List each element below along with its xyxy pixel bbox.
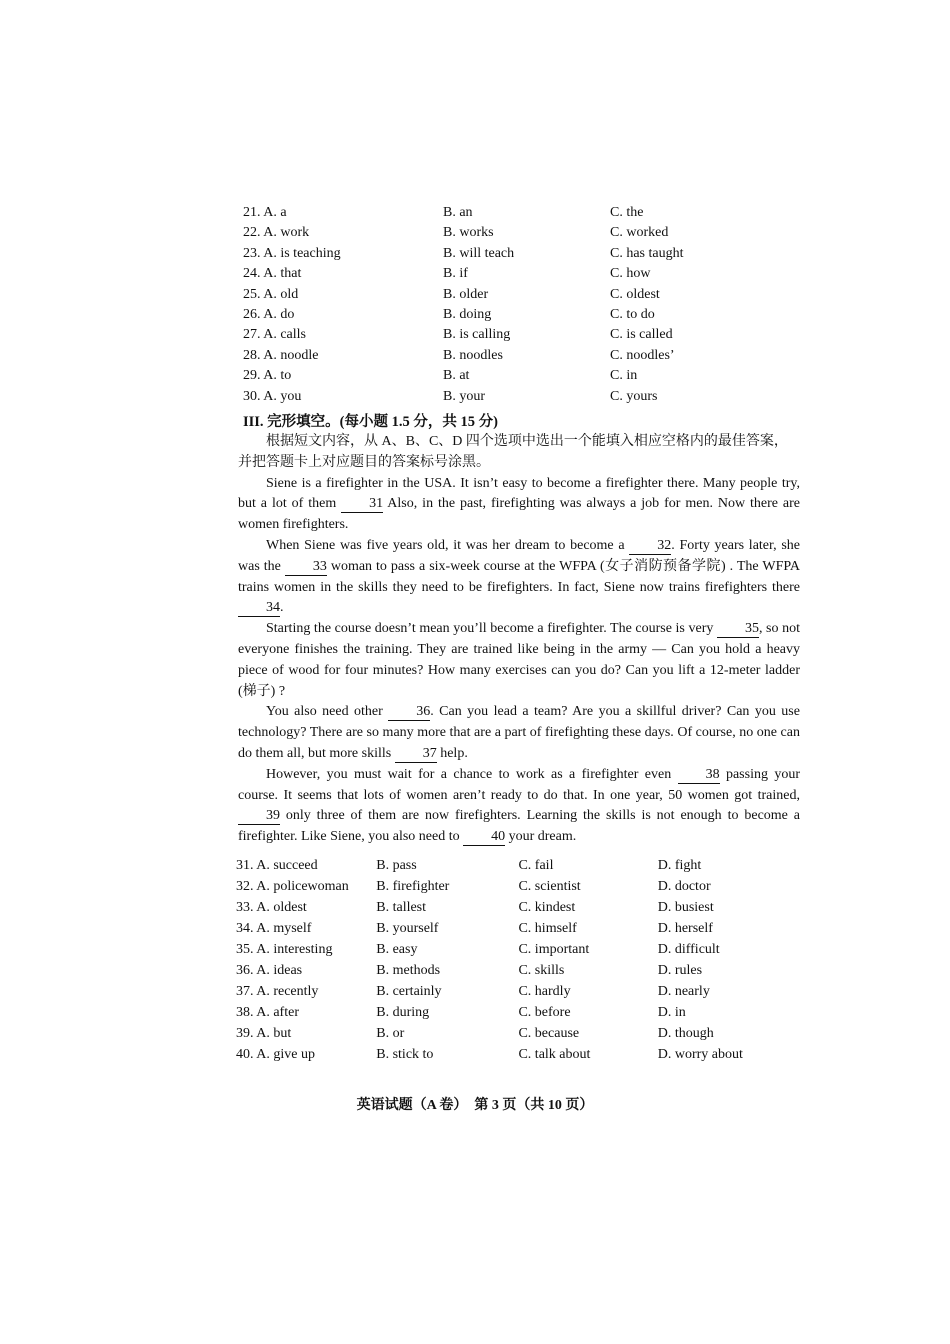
option-row: 38. A. after B. during C. before D. in <box>236 1005 686 1020</box>
section-heading: III. 完形填空。(每小题 1.5 分，共 15 分) <box>243 414 498 430</box>
option-row: 33. A. oldest B. tallest C. kindest D. busiest <box>236 900 714 915</box>
option-row: 28. A. noodle B. noodles C. noodles’ <box>243 347 675 363</box>
option-row: 30. A. you B. your C. yours <box>243 388 658 404</box>
blank-35: 35 <box>717 621 759 638</box>
blank-40: 40 <box>463 829 505 846</box>
option-row: 22. A. work B. works C. worked <box>243 225 669 241</box>
option-row: 25. A. old B. older C. oldest <box>243 286 660 302</box>
section-instruction: 根据短文内容，从 A、B、C、D 四个选项中选出一个能填入相应空格内的最佳答案， <box>266 434 788 449</box>
options-list-31-40 <box>236 855 796 1065</box>
passage-paragraph: When Siene was five years old, it was her dream to become a 32. Forty years later, she was the 33 woman to pass a six-week course at the WFPA (女子消防预备学院) . The WFPA trains women in the skills they need to be firefighters. In fact, Siene now trains firefighters there 34. <box>238 537 800 616</box>
passage-paragraph: Siene is a firefighter in the USA. It isn’t easy to become a firefighter there. Many people try, but a lot of them 31 Also, in the past, firefighting was always a job for men. Now there are women firefighters. <box>238 475 801 533</box>
option-row: 32. A. policewoman B. firefighter C. scientist D. doctor <box>236 879 711 894</box>
options-list-21-30 <box>243 203 803 407</box>
option-row: 24. A. that B. if C. how <box>243 266 651 282</box>
blank-32: 32 <box>629 538 671 555</box>
option-row: 39. A. but B. or C. because D. though <box>236 1026 714 1041</box>
option-row: 35. A. interesting B. easy C. important D. difficult <box>236 942 720 957</box>
option-row: 40. A. give up B. stick to C. talk about D. worry about <box>236 1047 743 1062</box>
cloze-passage <box>238 432 800 848</box>
option-row: 34. A. myself B. yourself C. himself D. herself <box>236 921 713 936</box>
page-footer: 英语试题（A 卷） 第 3 页（共 10 页） <box>356 1098 594 1113</box>
blank-39: 39 <box>238 808 280 825</box>
blank-37: 37 <box>395 746 437 763</box>
passage-paragraph: However, you must wait for a chance to work as a firefighter even 38 passing your course. It seems that lots of women aren’t ready to do that. In one year, 50 women got trained, 39 only three of them are now firefighters. Learning the skills is not enough to become a firefighter. Like Siene, you also need to 40 your dream. <box>238 766 800 845</box>
option-row: 26. A. do B. doing C. to do <box>243 306 655 322</box>
passage-paragraph: Starting the course doesn’t mean you’ll become a firefighter. The course is very 35, so not everyone finishes the training. They are trained like being in the army — Can you hold a heavy piece of wood for four minutes? How many exercises can you do? Can you lift a 12-meter ladder (梯子) ? <box>238 621 800 699</box>
blank-34: 34 <box>238 600 280 617</box>
blank-38: 38 <box>678 767 720 784</box>
passage-paragraph: You also need other 36. Can you lead a team? Are you a skillful driver? Can you use technology? There are so many more that are a part of firefighting these days. Of course, no one can do them all, but more skills 37 help. <box>238 704 800 761</box>
blank-33: 33 <box>285 559 327 576</box>
option-row: 31. A. succeed B. pass C. fail D. fight <box>236 858 702 873</box>
option-row: 36. A. ideas B. methods C. skills D. rules <box>236 963 703 978</box>
option-row: 27. A. calls B. is calling C. is called <box>243 327 673 343</box>
blank-31: 31 <box>341 496 383 513</box>
option-row: 21. A. a B. an C. the <box>243 205 644 220</box>
section-instruction-cont: 并把答题卡上对应题目的答案标号涂黑。 <box>238 454 490 470</box>
blank-36: 36 <box>388 704 430 721</box>
option-row: 29. A. to B. at C. in <box>243 368 638 384</box>
option-row: 23. A. is teaching B. will teach C. has taught <box>243 245 684 261</box>
option-row: 37. A. recently B. certainly C. hardly D. nearly <box>236 984 710 999</box>
